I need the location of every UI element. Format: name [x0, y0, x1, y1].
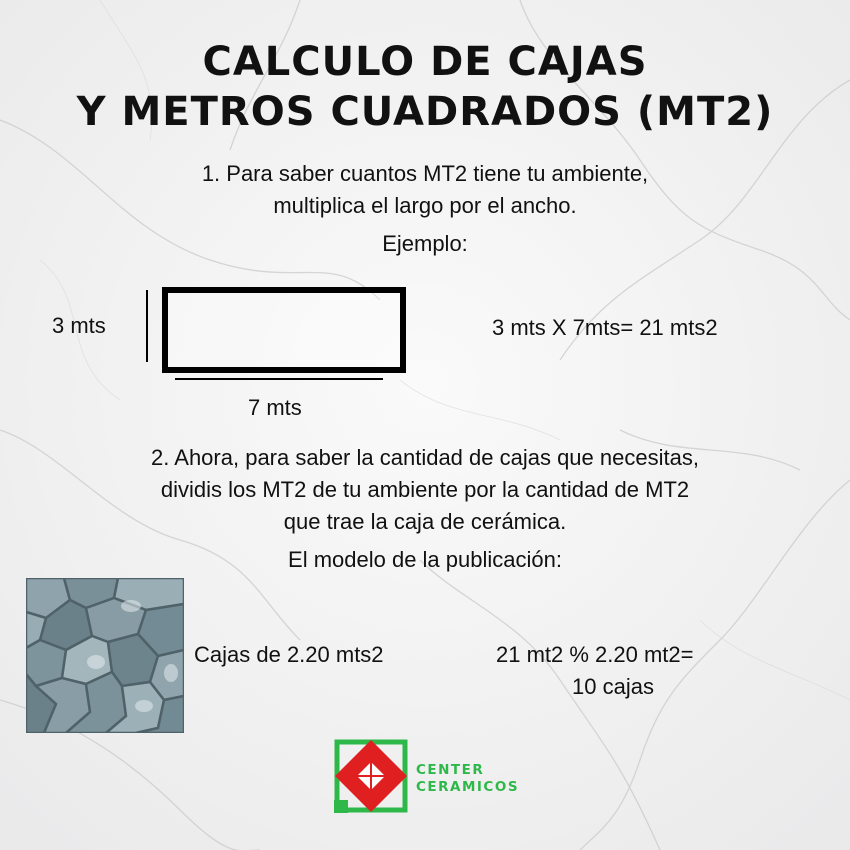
step1-line-2: multiplica el largo por el ancho. — [273, 193, 577, 218]
center-ceramicos-logo-icon — [333, 738, 409, 814]
height-dimension-line — [146, 290, 148, 362]
step2-line-1: 2. Ahora, para saber la cantidad de cajas que necesitas, — [151, 445, 699, 470]
example-label: Ejemplo: — [382, 231, 468, 256]
model-label: El modelo de la publicación: — [288, 547, 562, 572]
brand-name-line-1: CENTER — [416, 762, 485, 778]
boxes-calc-line-1: 21 mt2 % 2.20 mt2= — [496, 642, 694, 667]
stone-tile-image — [26, 578, 184, 733]
step2-line-2: dividis los MT2 de tu ambiente por la cantidad de MT2 — [160, 477, 690, 502]
box-size-label: Cajas de 2.20 mts2 — [194, 642, 384, 667]
title-line-2: Y METROS CUADRADOS (MT2) — [76, 89, 774, 135]
room-rectangle — [162, 287, 406, 373]
area-formula: 3 mts X 7mts= 21 mts2 — [492, 315, 718, 340]
width-dimension-line — [175, 378, 383, 380]
step1-line-1: 1. Para saber cuantos MT2 tiene tu ambiente, — [201, 161, 649, 186]
boxes-calc-line-2: 10 cajas — [572, 674, 654, 699]
width-label: 7 mts — [248, 395, 302, 420]
step2-line-3: que trae la caja de cerámica. — [283, 509, 567, 534]
height-label: 3 mts — [52, 313, 106, 338]
brand-name-line-2: CERAMICOS — [416, 779, 520, 795]
title-line-1: CALCULO DE CAJAS — [202, 39, 648, 85]
